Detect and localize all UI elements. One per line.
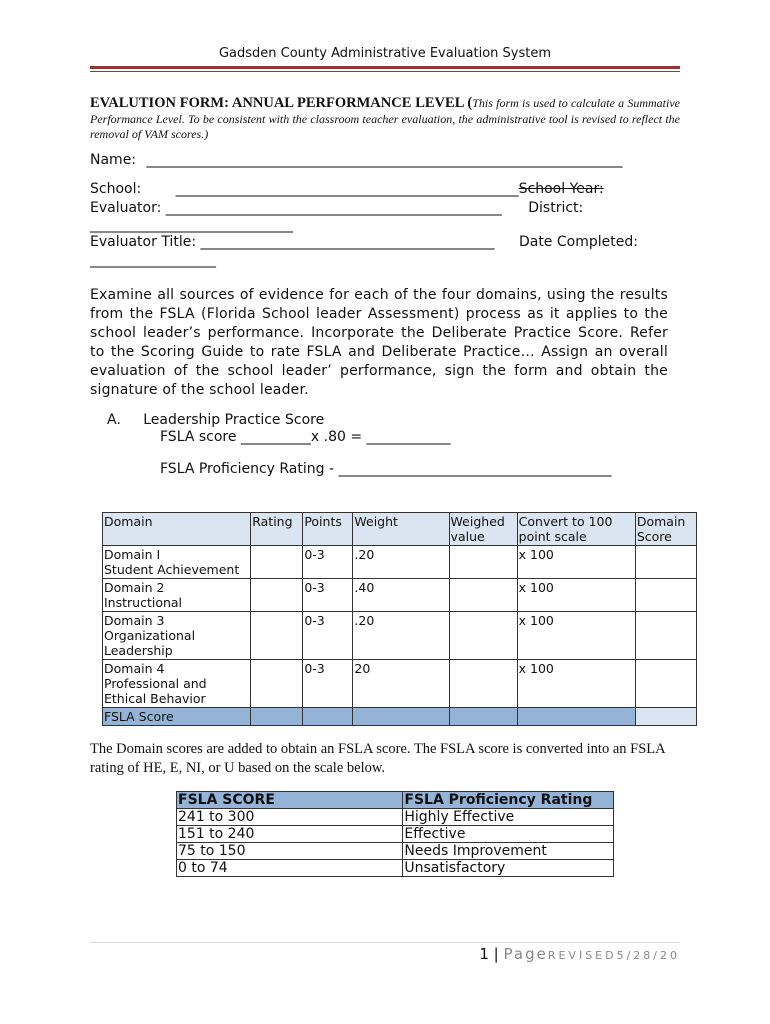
score-cell[interactable] — [635, 612, 696, 660]
section-a-letter: A. — [107, 412, 121, 428]
fsla-score-total-row — [103, 708, 697, 726]
instructions-paragraph: Examine all sources of evidence for each of the four domains, using the results from the FSLA (Florida School leader Assessment) process as it applies to the school leader’s performance. Incorporate the Deliberate Practice Score. Refer to the Scoring Guide to rate FSLA and Deliberate Practice… Assign an overall evaluation of the school leader’ performance, sign the form and obtain the signature of the school leader. — [90, 287, 668, 398]
fsla-score-row — [160, 429, 451, 445]
convert-cell: x 100 — [517, 546, 635, 579]
table-row — [177, 826, 614, 843]
score-cell[interactable] — [635, 546, 696, 579]
domain-name: Domain I — [104, 547, 161, 562]
weighed-cell[interactable] — [449, 612, 517, 660]
form-title-note: This form is used to calculate a Summative Performance Level. To be consistent with the classroom teacher evaluation, the administrative tool is revised to reflect the removal of VAM scores.) — [90, 96, 680, 141]
fsla-score-line[interactable]: FSLA score __________x .80 = ______ — [160, 429, 409, 445]
domain-table-header — [103, 513, 697, 546]
page-number: 1 — [479, 945, 489, 963]
school-year-label: School Year: — [518, 181, 604, 197]
evaluator-title-label: Evaluator Title: — [90, 234, 197, 250]
name-row — [90, 152, 622, 168]
evaluator-row — [90, 200, 583, 216]
weight-cell: .20 — [353, 546, 449, 579]
points-cell: 0-3 — [303, 546, 353, 579]
rating-label: Effective — [403, 826, 614, 843]
convert-cell: x 100 — [517, 579, 635, 612]
domain-name: Domain 4 — [104, 661, 165, 676]
fsla-score-tail: ______ — [408, 429, 451, 445]
name-label: Name: — [90, 152, 137, 168]
domain-subtitle: Organizational — [104, 628, 196, 643]
table-row — [103, 546, 697, 579]
points-cell: 0-3 — [303, 579, 353, 612]
form-title — [90, 96, 680, 143]
domain-cell — [103, 546, 251, 579]
weighed-cell[interactable] — [449, 546, 517, 579]
form-title-main: EVALUTION FORM: ANNUAL PERFORMANCE LEVEL ( — [90, 95, 473, 111]
weight-cell: .40 — [353, 579, 449, 612]
score-range: 151 to 240 — [177, 826, 403, 843]
header-rule-thin — [90, 71, 680, 72]
table-row — [177, 809, 614, 826]
weight-cell: .20 — [353, 612, 449, 660]
header-fsla-rating: FSLA Proficiency Rating — [403, 792, 614, 809]
school-label: School: — [90, 181, 142, 197]
footer-separator: | — [488, 945, 504, 963]
domain-name: Domain 2 — [104, 580, 165, 595]
table-row — [177, 860, 614, 877]
revised-date: REVISED5/28/20 — [547, 949, 680, 962]
rating-label: Highly Effective — [403, 809, 614, 826]
school-field[interactable]: _________________________________________________ — [175, 181, 519, 197]
header-domain: Domain — [103, 513, 251, 546]
weighed-cell[interactable] — [449, 660, 517, 708]
header-rating: Rating — [251, 513, 303, 546]
score-cell[interactable] — [635, 579, 696, 612]
evaluator-title-row — [90, 234, 638, 250]
score-cell[interactable] — [635, 660, 696, 708]
fsla-score-total-value[interactable] — [635, 708, 696, 726]
domain-cell — [103, 612, 251, 660]
scale-table-header — [177, 792, 614, 809]
rating-cell[interactable] — [251, 546, 303, 579]
footer-rule — [90, 942, 680, 943]
header-weighed-value: Weighed value — [449, 513, 517, 546]
header-convert: Convert to 100 point scale — [517, 513, 635, 546]
evaluator-label: Evaluator: — [90, 200, 162, 216]
domain-cell — [103, 579, 251, 612]
scale-paragraph: The Domain scores are added to obtain an FSLA score. The FSLA score is converted into an FSLA rating of HE, E, NI, or U based on the scale below. — [90, 741, 665, 776]
fsla-score-total-label: FSLA Score — [103, 708, 251, 726]
table-row — [103, 612, 697, 660]
school-row — [90, 181, 604, 197]
convert-cell: x 100 — [517, 612, 635, 660]
points-cell: 0-3 — [303, 612, 353, 660]
header-points: Points — [303, 513, 353, 546]
district-label: District: — [528, 200, 584, 216]
rating-cell[interactable] — [251, 579, 303, 612]
document-header: Gadsden County Administrative Evaluation System — [218, 46, 552, 61]
district-field[interactable]: _____________________________ — [90, 217, 293, 233]
date-completed-field[interactable]: __________________ — [90, 252, 216, 268]
rating-cell[interactable] — [251, 612, 303, 660]
weighed-cell[interactable] — [449, 579, 517, 612]
section-a-heading — [107, 412, 324, 428]
header-domain-score: Domain Score — [635, 513, 696, 546]
date-completed-label: Date Completed: — [518, 234, 638, 250]
section-a-title: Leadership Practice Score — [143, 412, 325, 428]
evaluator-title-field[interactable]: __________________________________________ — [200, 234, 495, 250]
total-blank-cell — [449, 708, 517, 726]
domain-subtitle: Instructional — [104, 595, 183, 610]
score-range: 241 to 300 — [177, 809, 403, 826]
points-cell: 0-3 — [303, 660, 353, 708]
score-range: 75 to 150 — [177, 843, 403, 860]
domain-subtitle: Professional and — [104, 676, 207, 691]
rating-label: Unsatisfactory — [403, 860, 614, 877]
header-fsla-score: FSLA SCORE — [177, 792, 403, 809]
score-range: 0 to 74 — [177, 860, 403, 877]
domain-table — [102, 512, 697, 726]
table-row — [177, 843, 614, 860]
page-word: Page — [503, 945, 548, 963]
fsla-scale-table — [176, 791, 614, 877]
name-field[interactable]: ____________________________________________________________________ — [146, 152, 623, 168]
header-weight: Weight — [353, 513, 449, 546]
domain-subtitle: Ethical Behavior — [104, 691, 206, 706]
rating-label: Needs Improvement — [403, 843, 614, 860]
total-blank-cell — [353, 708, 449, 726]
total-blank-cell — [251, 708, 303, 726]
domain-subtitle: Leadership — [104, 643, 173, 658]
table-row — [103, 579, 697, 612]
header-rule-thick — [90, 66, 680, 69]
table-row — [103, 660, 697, 708]
page-footer — [90, 945, 680, 963]
convert-cell: x 100 — [517, 660, 635, 708]
weight-cell: 20 — [353, 660, 449, 708]
total-blank-cell — [517, 708, 635, 726]
rating-cell[interactable] — [251, 660, 303, 708]
domain-subtitle: Student Achievement — [104, 562, 240, 577]
total-blank-cell — [303, 708, 353, 726]
fsla-proficiency-line[interactable]: FSLA Proficiency Rating - _______________________________________ — [160, 461, 612, 477]
domain-cell — [103, 660, 251, 708]
domain-name: Domain 3 — [104, 613, 165, 628]
evaluator-field[interactable]: ________________________________________________ — [165, 200, 502, 216]
